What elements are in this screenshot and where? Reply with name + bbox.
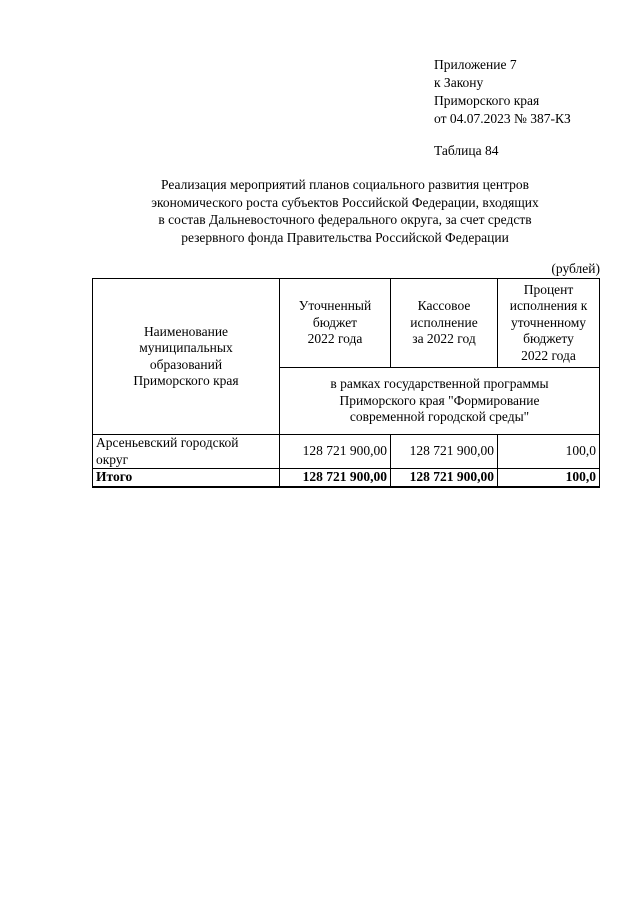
appendix-line: к Закону [434,75,484,90]
header-percent: Процент исполнения к уточненному бюджету 2022 года [498,279,600,368]
header-program: в рамках государственной программы Приморского края "Формирование современной городской среды" [280,368,600,435]
appendix-line: Приложение 7 [434,57,517,72]
table-total-row [93,469,600,487]
header-cash-execution: Кассовое исполнение за 2022 год [391,279,498,368]
cell-total-budget: 128 721 900,00 [280,469,391,487]
title-line: экономического роста субъектов Российской Федерации, входящих [151,194,539,210]
header-budget: Уточненный бюджет 2022 года [280,279,391,368]
appendix-block [434,56,571,128]
appendix-line: от 04.07.2023 № 387-КЗ [434,111,571,126]
title-line: в состав Дальневосточного федерального округа, за счет средств [158,212,532,227]
cell-municipality: Арсеньевский городской округ [93,435,280,469]
cell-budget: 128 721 900,00 [280,435,391,469]
funding-table [92,278,600,488]
table-header-row [93,279,600,368]
cell-total-percent: 100,0 [498,469,600,487]
cell-cash: 128 721 900,00 [391,435,498,469]
document-title [90,176,600,246]
cell-total-cash: 128 721 900,00 [391,469,498,487]
title-line: резервного фонда Правительства Российской Федерации [181,229,509,245]
table-row [93,435,600,469]
unit-label: (рублей) [551,261,600,276]
cell-percent: 100,0 [498,435,600,469]
table-number: Таблица 84 [434,143,499,158]
cell-total-label: Итого [93,469,280,487]
title-line: Реализация мероприятий планов социального развития центров [160,177,530,192]
header-municipality: Наименование муниципальных образований Приморского края [93,279,280,435]
appendix-line: Приморского края [434,93,540,108]
